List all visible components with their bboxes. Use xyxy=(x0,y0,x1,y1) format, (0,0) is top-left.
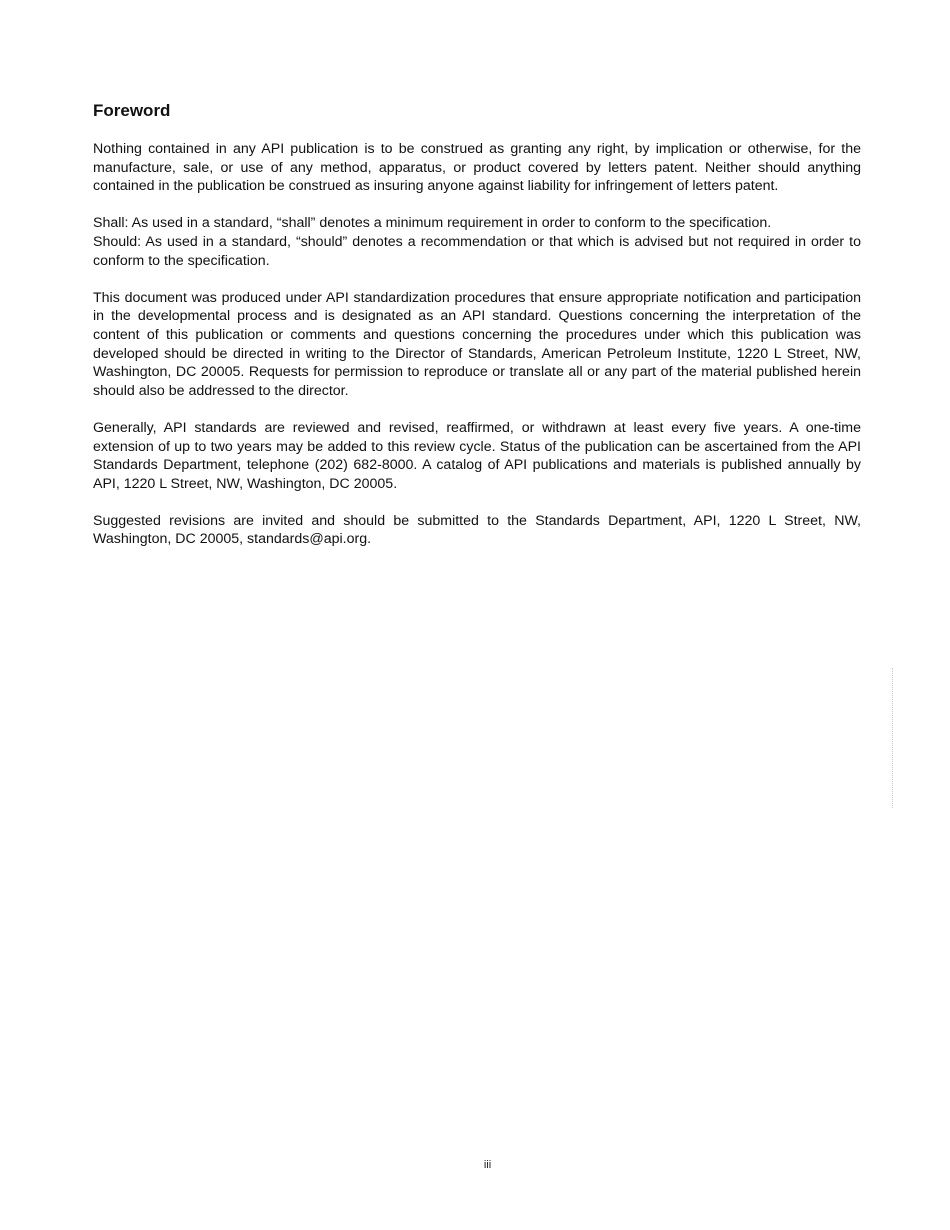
paragraph-review-cycle xyxy=(93,419,861,493)
paragraph-text: This document was produced under API standardization procedures that ensure appropriate notification and participation in the developmental process and is designated as an API standard. Questions concerning the interpretation of the content of this publication or comments and questions concerning the procedures under which this publication was developed should be directed in writing to the Director of Standards, American Petroleum Institute, 1220 L Street, NW, Washington, DC 20005. Requests for permission to reproduce or translate all or any part of the material published herein should also be addressed to the director. xyxy=(93,289,861,399)
paragraph-text: Nothing contained in any API publication is to be construed as granting any right, by implication or otherwise, for the manufacture, sale, or use of any method, apparatus, or product covered by letters patent. Neither should anything contained in the publication be construed as insuring anyone against liability for infringement of letters patent. xyxy=(93,141,861,195)
paragraph-standardization-procedures xyxy=(93,289,861,401)
document-body xyxy=(93,100,861,568)
paragraph-shall-should xyxy=(93,214,861,270)
paragraph-text: Generally, API standards are reviewed and revised, reaffirmed, or withdrawn at least every five years. A one-time extension of up to two years may be added to this review cycle. Status of the publication can be ascertained from the API Standards Department, telephone (202) 682-8000. A catalog of API publications and materials is published annually by API, 1220 L Street, NW, Washington, DC 20005. xyxy=(93,419,861,492)
shall-definition: Shall: As used in a standard, “shall” denotes a minimum requirement in order to conform to the specification. xyxy=(93,215,772,232)
paragraph-text: Suggested revisions are invited and should be submitted to the Standards Department, API, 1220 L Street, NW, Washington, DC 20005, standards@api.org. xyxy=(93,512,861,548)
paragraph-suggested-revisions xyxy=(93,512,861,549)
margin-dotted-mark xyxy=(892,668,894,808)
page-number: iii xyxy=(483,1159,492,1171)
paragraph-patent-disclaimer xyxy=(93,140,861,196)
page-title: Foreword xyxy=(93,101,171,120)
should-definition: Should: As used in a standard, “should” denotes a recommendation or that which is advised but not required in order to conform to the specification. xyxy=(93,233,861,269)
